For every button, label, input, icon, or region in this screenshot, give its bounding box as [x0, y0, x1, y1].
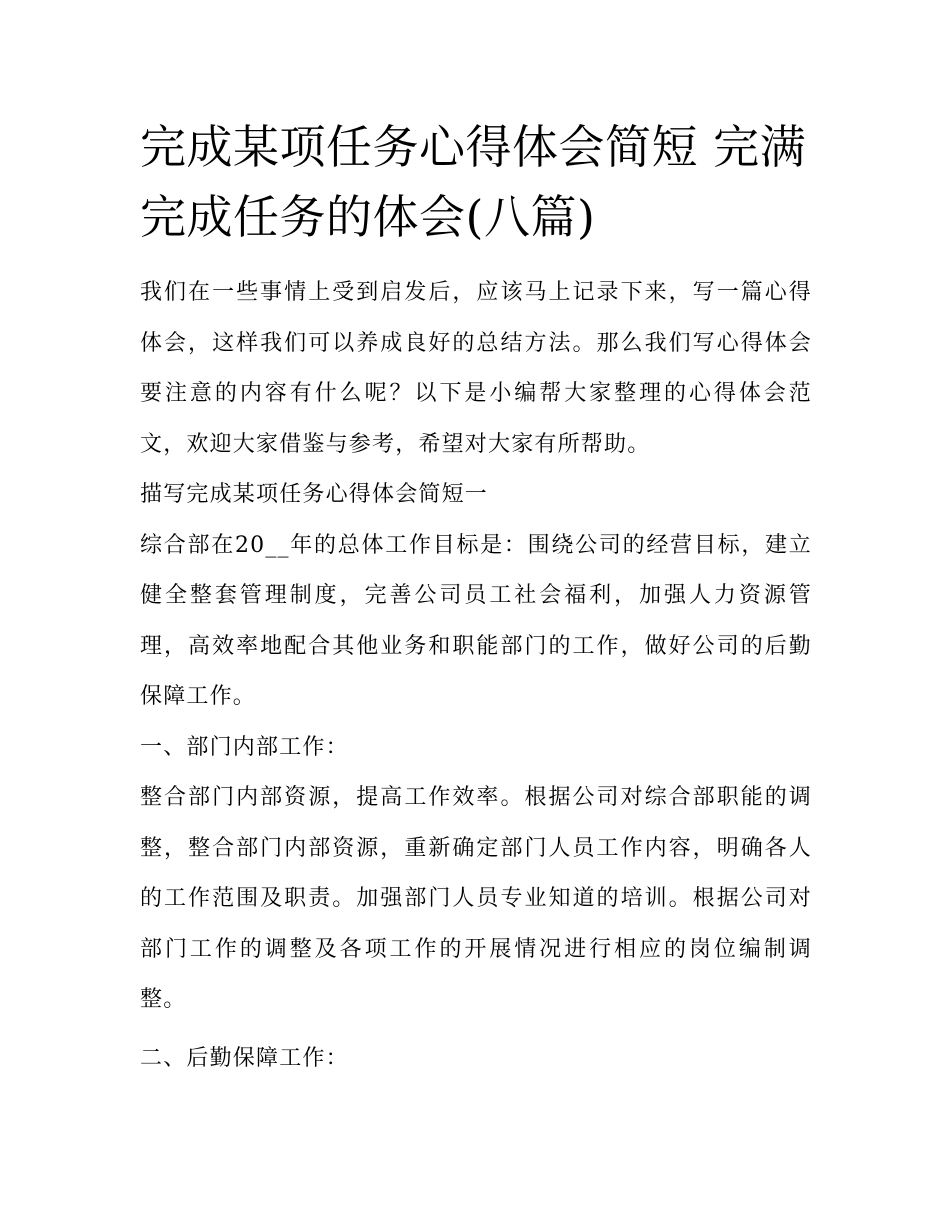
intro-paragraph: 我们在一些事情上受到启发后，应该马上记录下来，写一篇心得体会，这样我们可以养成良好的总结方法。那么我们写心得体会要注意的内容有什么呢？以下是小编帮大家整理的心得体会范文，欢迎大家借鉴与参考，希望对大家有所帮助。 [140, 280, 812, 457]
subsection-heading-1: 一、部门内部工作： [140, 734, 349, 760]
document-content [140, 112, 812, 1084]
section-heading-1: 描写完成某项任务心得体会简短一 [140, 482, 489, 507]
body-paragraph-2: 整合部门内部资源，提高工作效率。根据公司对综合部职能的调整，整合部门内部资源，重新确定部门人员工作内容，明确各人的工作范围及职责。加强部门人员专业知道的培训。根据公司对部门工作的调整及各项工作的开展情况进行相应的岗位编制调整。 [140, 785, 812, 1012]
body-paragraph: 综合部在20__年的总体工作目标是：围绕公司的经营目标，建立健全整套管理制度，完善公司员工社会福利，加强人力资源管理，高效率地配合其他业务和职能部门的工作，做好公司的后勤保障工作。 [140, 532, 812, 709]
subsection-heading-2: 二、后勤保障工作： [140, 1045, 349, 1071]
document-title: 完成某项任务心得体会简短 完满完成任务的体会(八篇) [140, 120, 807, 244]
